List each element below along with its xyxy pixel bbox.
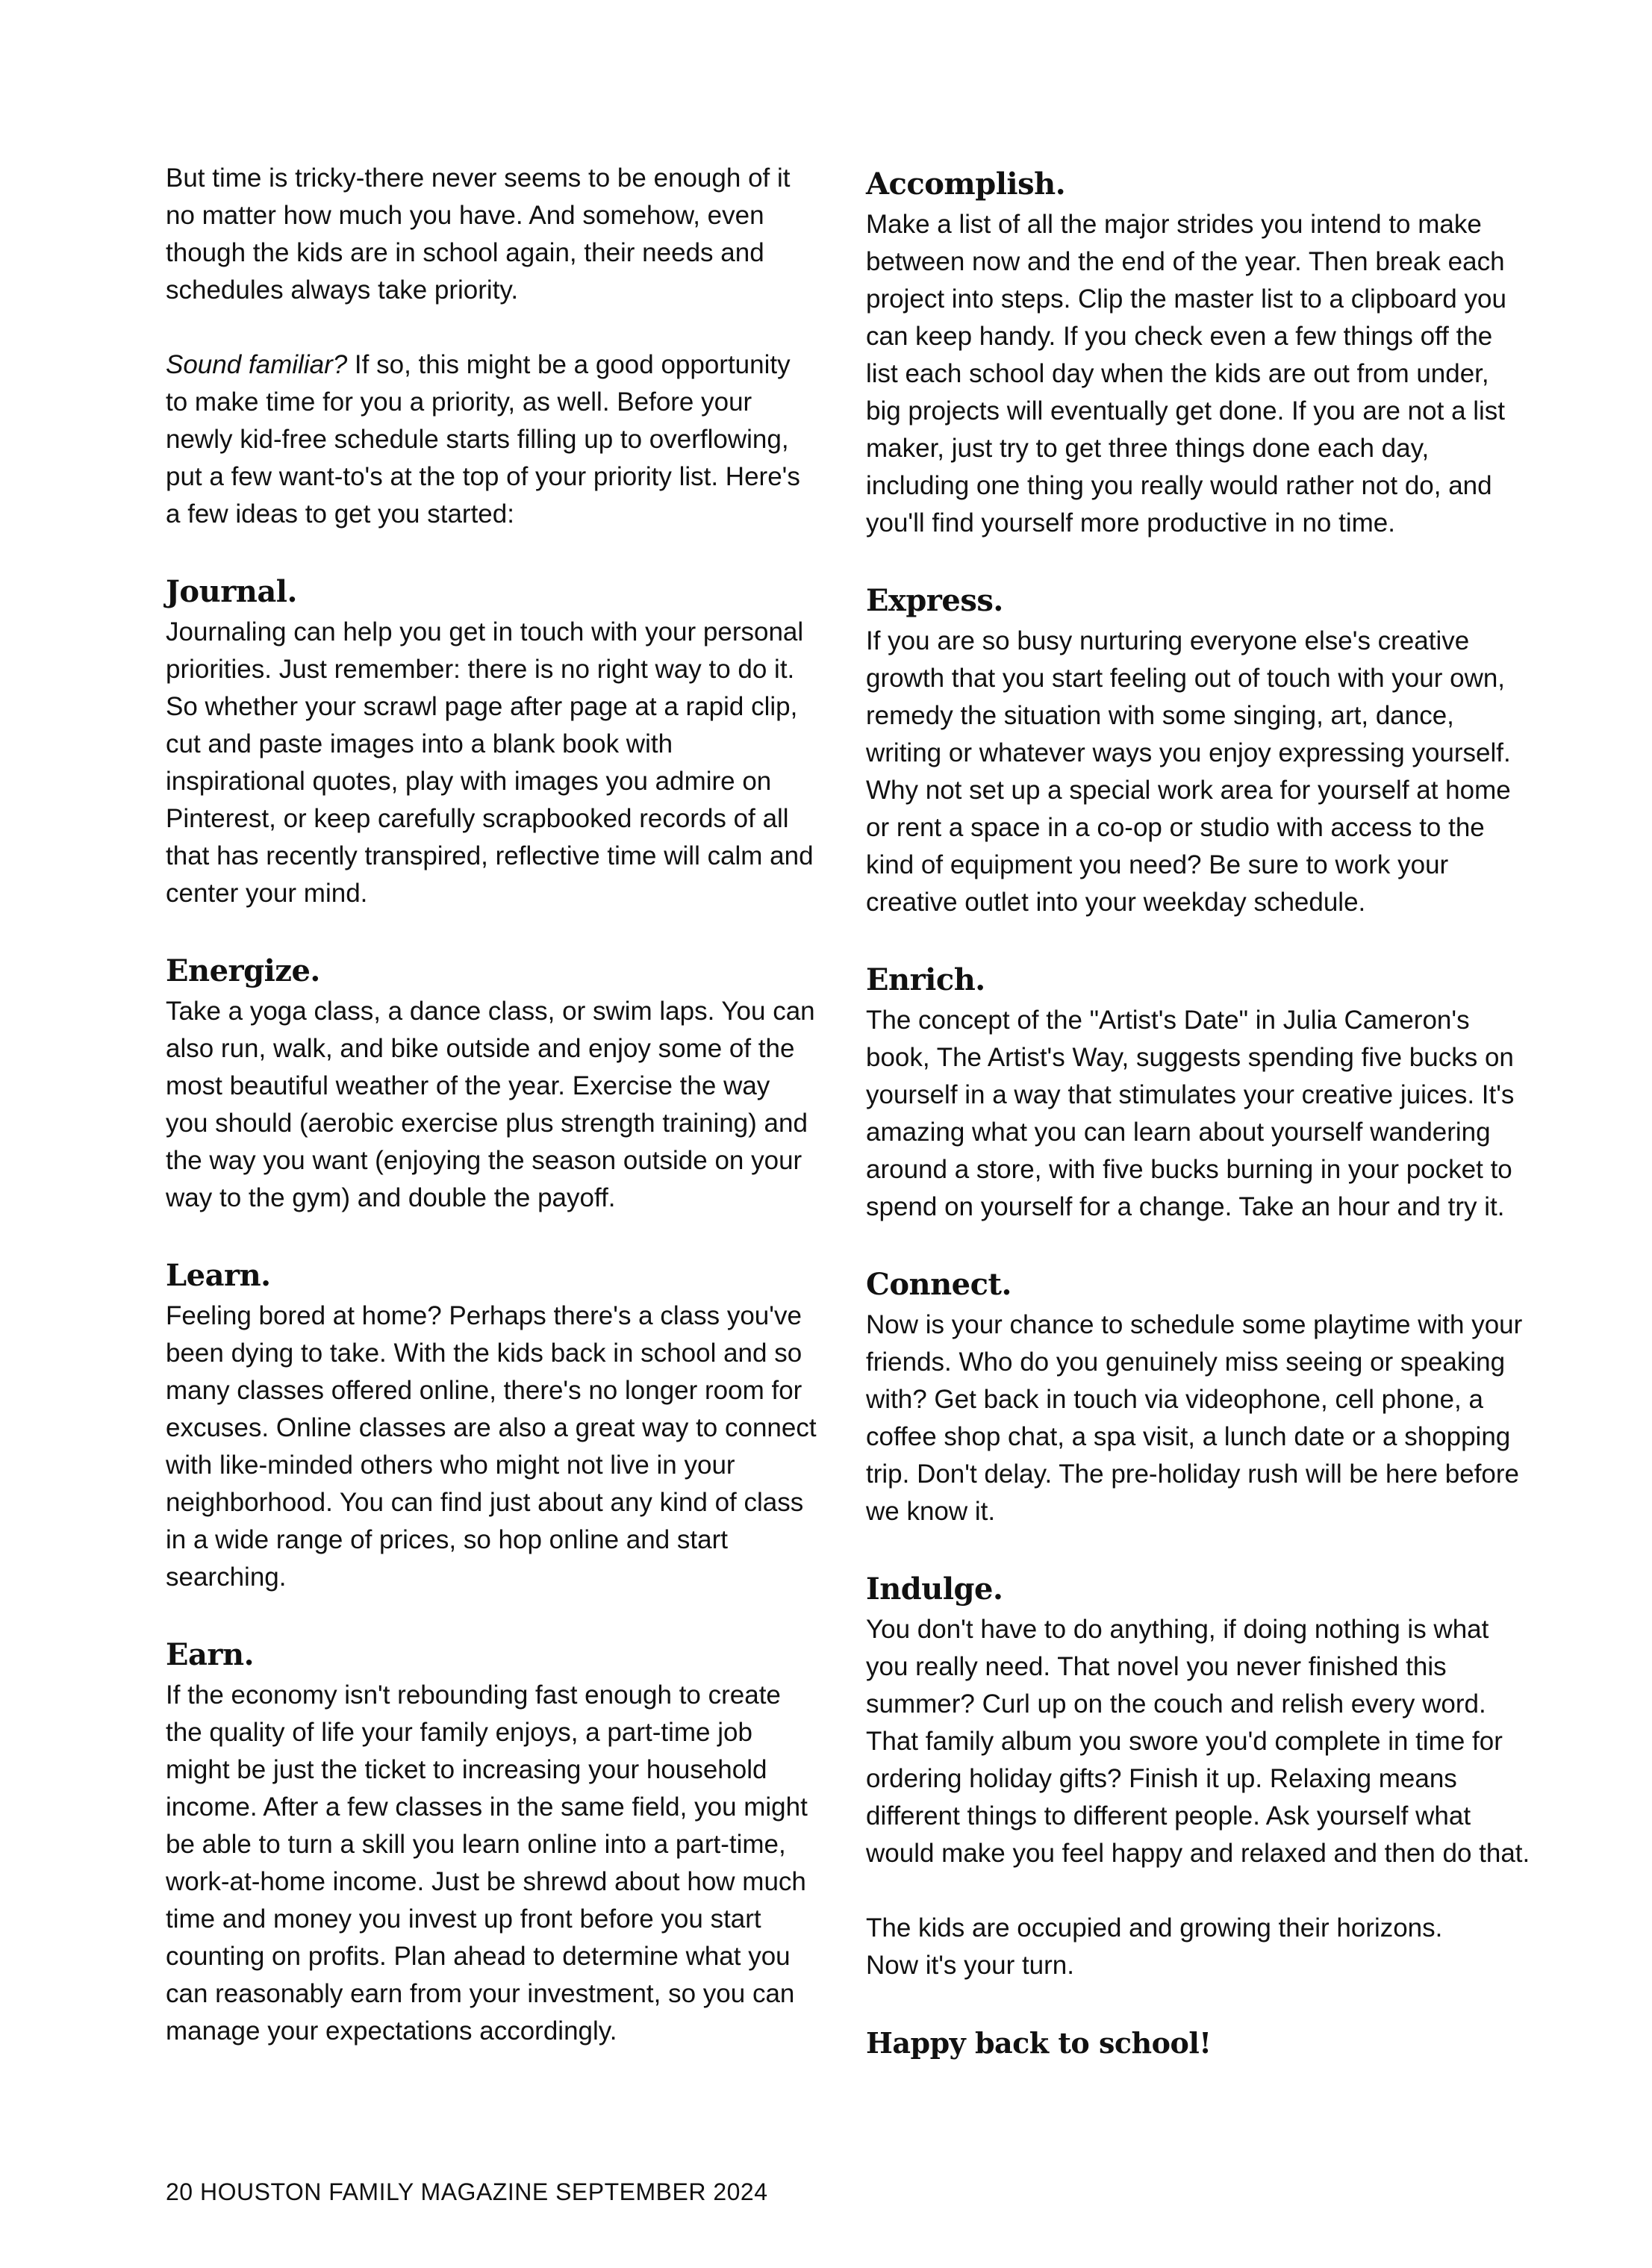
section-accomplish [866,163,1530,542]
left-column [166,160,817,2087]
section-heading: Earn. [166,1637,254,1672]
section-body: Make a list of all the major strides you intend to make between now and the end of the year. Then break each project into steps. Clip the master list to a clipboard you can keep handy. If you check even a few things off the list each school day when the kids are out from under, big projects will eventually get done. If you are not a list maker, just try to get three things done each day, including one thing you really would rather not do, and you'll find yourself more productive in no time. [866,210,1506,538]
section-earn [166,1633,817,2050]
section-body: Journaling can help you get in touch with your personal priorities. Just remember: there is no right way to do it. So whether your scrawl page after page at a rapid clip, cut and paste images into a blank book with inspirational quotes, play with images you admire on Pinterest, or keep carefully scrapbooked records of all that has recently transpired, reflective time will calm and center your mind. [166,617,814,908]
section-heading: Energize. [166,953,320,988]
section-body: If you are so busy nurturing everyone else's creative growth that you start feeling out of touch with your own, remedy the situation with some singing, art, dance, writing or whatever ways you enjoy expressing yourself. Why not set up a special work area for yourself at home or rent a space in a co-op or studio with access to the kind of equipment you need? Be sure to work your creative outlet into your weekday schedule. [866,626,1511,917]
intro-paragraph-2-text: If so, this might be a good opportunity to make time for you a priority, as well. Before your newly kid-free schedule starts filling up to overflowing, put a few want-to's at the top of your priority list. Here's a few ideas to get you started: [166,350,800,529]
closing-line-1: The kids are occupied and growing their horizons. [866,1913,1443,1943]
intro-paragraph-1: But time is tricky-there never seems to be enough of it no matter how much you have. And somehow, even though the kids are in school again, their needs and schedules always take priority. [166,163,791,305]
section-heading: Accomplish. [866,166,1066,202]
closing-line-2: Now it's your turn. [866,1951,1074,1980]
section-heading: Connect. [866,1267,1012,1302]
section-heading: Learn. [166,1258,271,1293]
section-express [866,579,1530,921]
section-energize [166,950,817,1217]
section-body: If the economy isn't rebounding fast enough to create the quality of life your family enjoys, a part-time job might be just the ticket to increasing your household income. After a few classes in the same field, you might be able to turn a skill you learn online into a part-time, work-at-home income. Just be shrewd about how much time and money you invest up front before you start counting on profits. Plan ahead to determine what you can reasonably earn from your investment, so you can manage your expectations accordingly. [166,1680,808,2046]
section-journal [166,570,817,912]
section-heading: Journal. [166,574,297,609]
section-body: You don't have to do anything, if doing nothing is what you really need. That novel you never finished this summer? Curl up on the couch and relish every word. That family album you swore you'd complete in time for ordering holiday gifts? Finish it up. Relaxing means different things to different people. Ask yourself what would make you feel happy and relaxed and then do that. [866,1615,1530,1868]
signoff-heading: Happy back to school! [866,2026,1212,2060]
section-body: Now is your chance to schedule some playtime with your friends. Who do you genuinely miss seeing or speaking with? Get back in touch via videophone, cell phone, a coffee shop chat, a spa visit, a lunch date or a shopping trip. Don't delay. The pre-holiday rush will be here before we know it. [866,1310,1523,1526]
closing-paragraph [866,1910,1530,1984]
section-body: The concept of the "Artist's Date" in Julia Cameron's book, The Artist's Way, suggests spending five bucks on yourself in a way that stimulates your creative juices. It's amazing what you can learn about yourself wandering around a store, with five bucks burning in your pocket to spend on yourself for a change. Take an hour and try it. [866,1006,1515,1221]
section-body: Feeling bored at home? Perhaps there's a class you've been dying to take. With the kids back in school and so many classes offered online, there's no longer room for excuses. Online classes are also a great way to connect with like-minded others who might not live in your neighborhood. You can find just about any kind of class in a wide range of prices, so hop online and start searching. [166,1301,817,1592]
right-column [866,163,1530,2065]
section-body: Take a yoga class, a dance class, or swim laps. You can also run, walk, and bike outside and enjoy some of the most beautiful weather of the year. Exercise the way you should (aerobic exercise plus strength training) and the way you want (enjoying the season outside on your way to the gym) and double the payoff. [166,997,815,1212]
section-indulge [866,1568,1530,1872]
section-enrich [866,959,1530,1226]
page-footer: 20 HOUSTON FAMILY MAGAZINE SEPTEMBER 2024 [166,2178,768,2205]
intro-paragraph-2 [166,346,817,533]
section-heading: Enrich. [866,962,985,997]
intro-italic-lead: Sound familiar? [166,350,348,379]
section-connect [866,1263,1530,1530]
section-heading: Express. [866,583,1003,618]
section-heading: Indulge. [866,1571,1003,1607]
section-learn [166,1254,817,1596]
